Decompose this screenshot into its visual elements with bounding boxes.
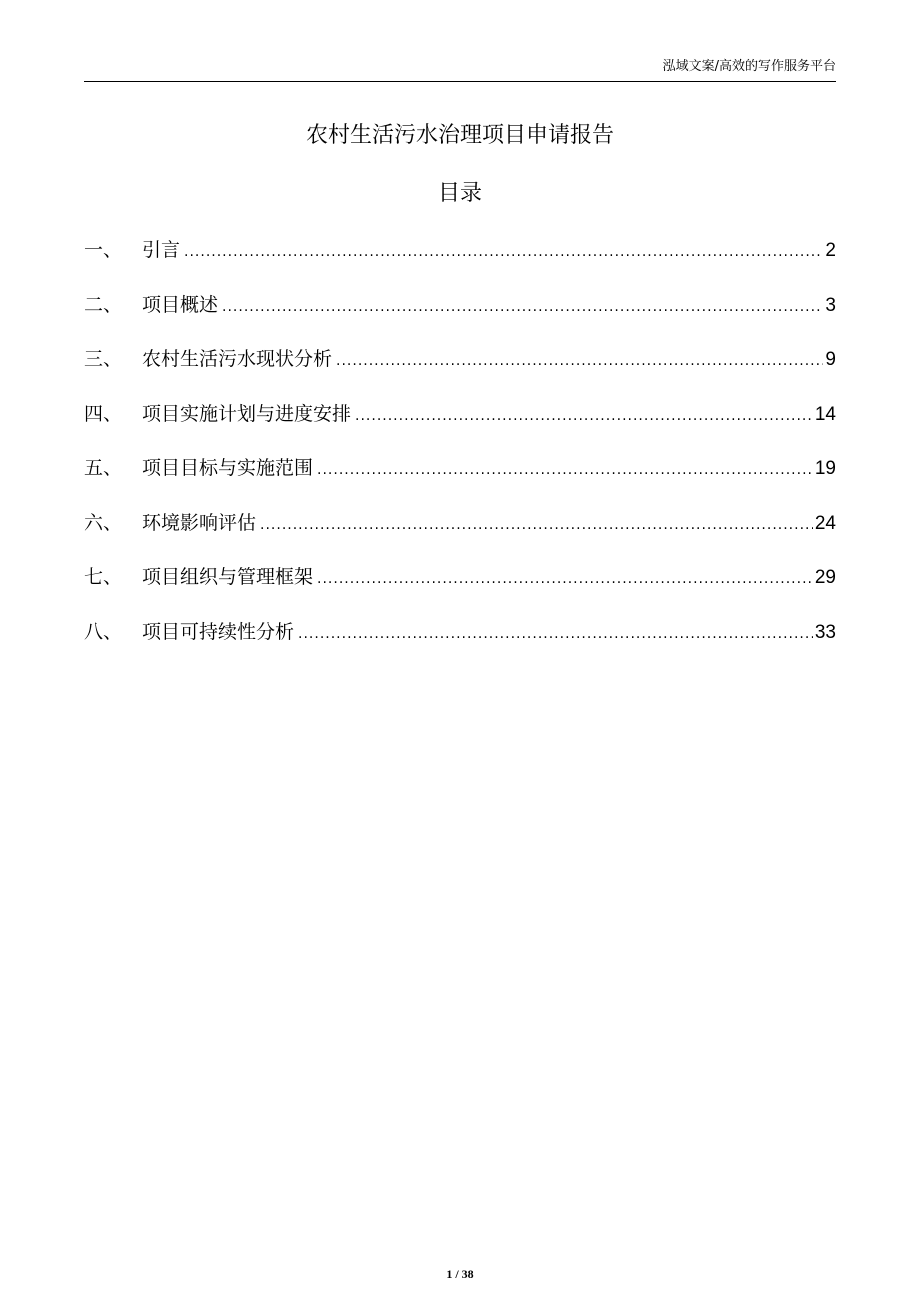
toc-dot-leader	[317, 454, 813, 486]
toc-entry-label[interactable]: 项目目标与实施范围	[142, 457, 314, 479]
toc-entry[interactable]	[84, 507, 836, 562]
toc-entry-label[interactable]: 项目概述	[142, 293, 219, 316]
toc-entry-number: 七、	[84, 566, 123, 588]
toc-entry[interactable]	[84, 289, 836, 344]
toc-entry[interactable]	[84, 234, 836, 289]
toc-entry-page[interactable]: 2	[825, 240, 836, 261]
toc-entry-page[interactable]: 33	[814, 621, 836, 643]
toc-entry[interactable]	[84, 452, 836, 507]
toc-entry-label[interactable]: 项目组织与管理框架	[142, 566, 314, 588]
toc-entry-page[interactable]: 3	[825, 294, 836, 316]
toc-dot-leader	[355, 400, 813, 432]
toc-entry-page[interactable]: 9	[825, 349, 836, 370]
toc-entry[interactable]	[84, 343, 836, 398]
toc-heading: 目录	[437, 181, 482, 206]
toc-entry-number: 六、	[84, 511, 123, 534]
toc-entry-number: 四、	[84, 402, 123, 425]
document-title: 农村生活污水治理项目申请报告	[305, 123, 614, 148]
toc-dot-leader	[222, 291, 823, 323]
toc-entry-page[interactable]: 19	[814, 458, 836, 479]
toc-entry-page[interactable]: 24	[814, 512, 836, 534]
toc-entry-label[interactable]: 引言	[142, 239, 181, 261]
toc-entry-number: 二、	[84, 293, 123, 316]
toc-dot-leader	[298, 618, 813, 650]
toc-entry-number: 三、	[84, 348, 123, 370]
toc-entry-label[interactable]: 农村生活污水现状分析	[142, 348, 333, 370]
toc-entry-number: 一、	[84, 239, 123, 261]
toc-entry[interactable]	[84, 616, 836, 671]
page-header: 泓域文案/高效的写作服务平台	[662, 59, 836, 74]
page-number-footer: 1 / 38	[446, 1267, 474, 1281]
toc-entry-label[interactable]: 环境影响评估	[142, 511, 257, 534]
toc-dot-leader	[260, 509, 813, 541]
toc-entry[interactable]	[84, 398, 836, 453]
toc-entry-number: 八、	[84, 620, 123, 643]
toc-entry[interactable]	[84, 561, 836, 616]
toc-dot-leader	[317, 563, 813, 595]
toc-entry-label[interactable]: 项目实施计划与进度安排	[142, 402, 352, 425]
toc-entry-label[interactable]: 项目可持续性分析	[142, 620, 295, 643]
table-of-contents	[84, 234, 836, 670]
header-divider	[84, 81, 836, 82]
toc-dot-leader	[336, 345, 823, 377]
toc-entry-page[interactable]: 29	[814, 567, 836, 588]
toc-entry-number: 五、	[84, 457, 123, 479]
toc-entry-page[interactable]: 14	[814, 403, 836, 425]
toc-dot-leader	[184, 236, 823, 268]
